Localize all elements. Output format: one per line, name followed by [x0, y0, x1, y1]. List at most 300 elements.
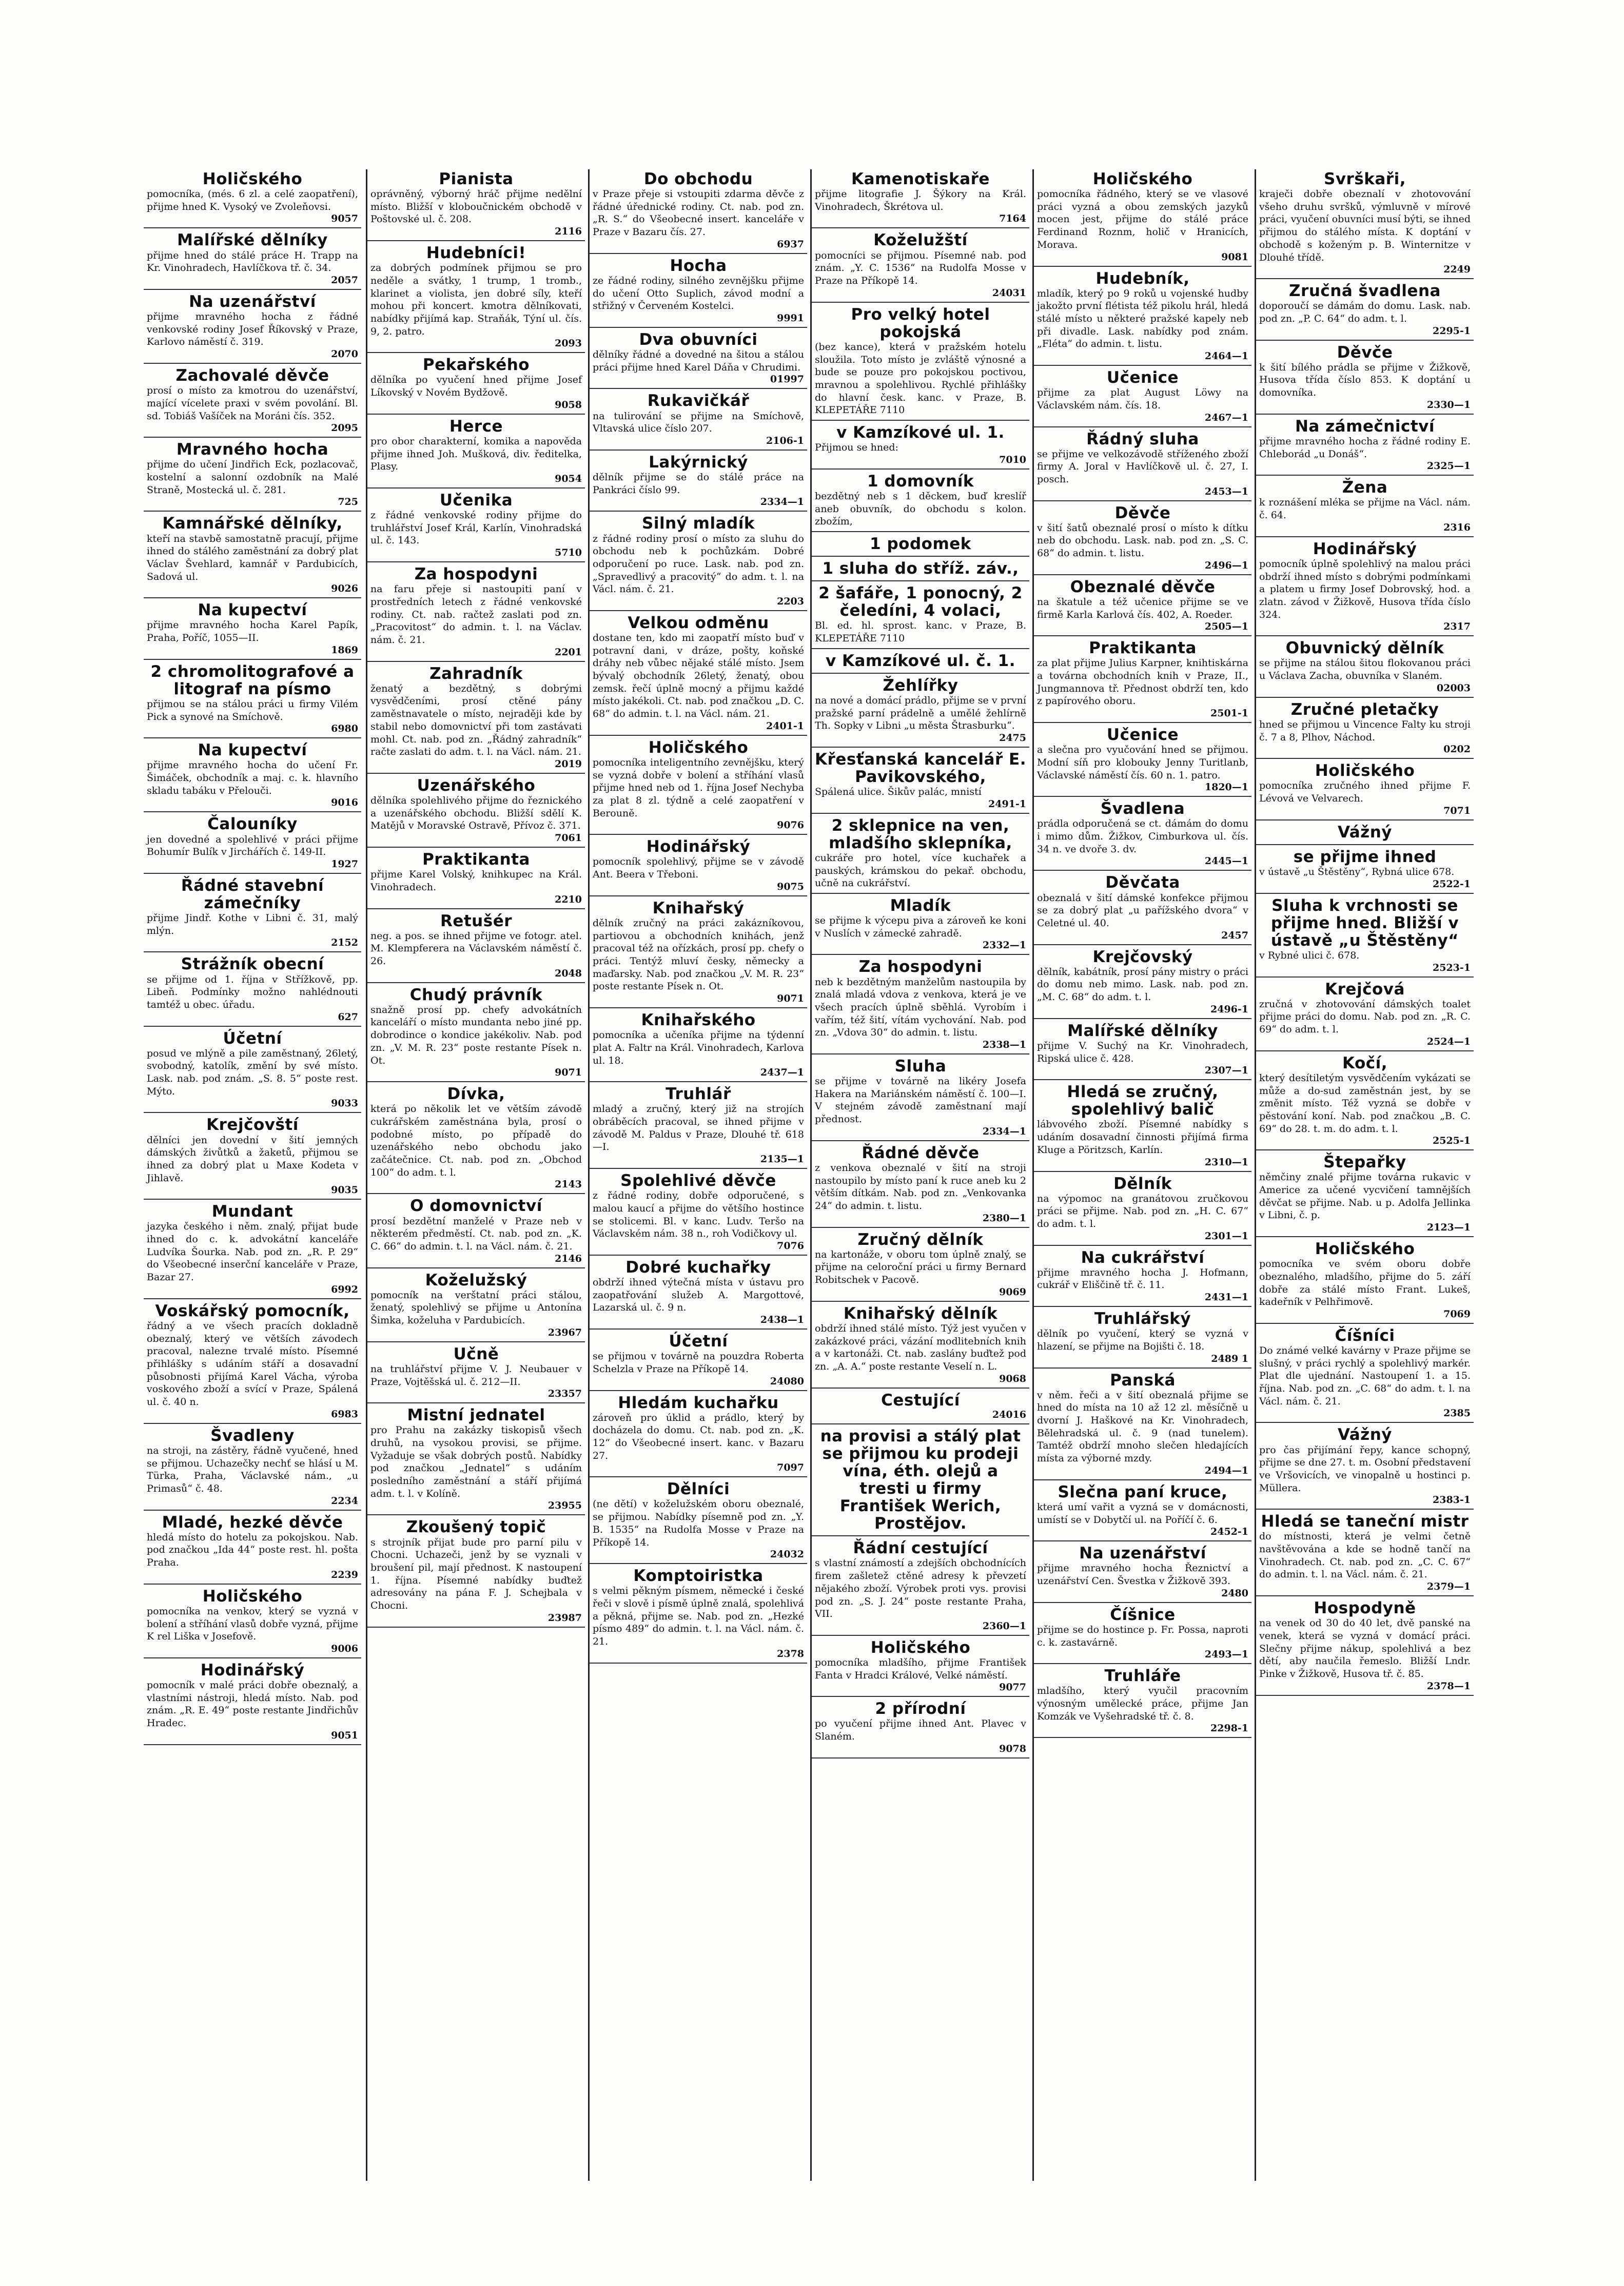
ad-heading: Kamenotiskaře: [851, 170, 990, 188]
ad-reference-code: 6980: [331, 723, 358, 735]
classified-ad: [144, 600, 361, 659]
ad-heading: Na uzenářství: [1079, 1544, 1206, 1563]
ad-heading: Na cukrářství: [1081, 1248, 1205, 1267]
classified-ad: [812, 305, 1029, 421]
ad-body: pomocníka ve svém oboru dobře obeznalého, mladšího, přijme do 5. září dobře za stálé místo Frant. Lukeš, kadeřník v Pelhřimově.: [1259, 1258, 1471, 1308]
ad-body: přijmou se na stálou práci u firmy Vilém Pick a synové na Smíchově.: [147, 698, 358, 722]
ad-heading: Zkoušený topič: [406, 1518, 546, 1537]
classified-ad: [1034, 1082, 1251, 1171]
ad-reference-code: 2338—1: [982, 1039, 1026, 1050]
ad-heading: Číšnice: [1110, 1605, 1176, 1624]
ad-reference-code: 2334—1: [760, 496, 804, 508]
classified-ad: [1034, 1666, 1251, 1738]
classified-ad: [1256, 823, 1474, 845]
ad-reference-code: 2057: [331, 274, 358, 286]
ad-body: se přijme v továrně na likéry Josefa Hakera na Mariánském náměstí č. 100—I. V stejném závodě zaměstnaní mají přednost.: [815, 1076, 1026, 1125]
ad-heading: Herce: [449, 417, 503, 436]
ad-reference-code: 9016: [331, 797, 358, 809]
ad-heading: Zachovalé děvče: [175, 366, 329, 385]
classified-ad: [812, 750, 1029, 814]
ad-reference-code: 2453—1: [1204, 485, 1248, 497]
ad-body: bezdětný neb s 1 děckem, buď kreslíř aneb obuvník, do obchodu s kolon. zbožím,: [815, 490, 1026, 527]
classified-ad: [812, 651, 1029, 674]
ad-body: (ne dětí) v koželužském oboru obeznalé, se přijmou. Nabídky písemně pod zn. „Y. B. 1535“ na Rudolfa Mosse v Praze na Příkopě 14.: [593, 1498, 804, 1548]
classified-ad: [144, 876, 361, 953]
ad-reference-code: 2438—1: [760, 1314, 804, 1326]
ad-body: mladý a zručný, který již na strojích obráběcích pracoval, se ihned přijme v závodě M. Paldus v Praze, Dlouhé tř. 618—I.: [593, 1103, 804, 1153]
column-5: [1032, 169, 1251, 2181]
classified-ad: [367, 911, 585, 983]
ad-reference-code: 9077: [999, 1682, 1026, 1693]
ad-reference-code: 5710: [555, 547, 582, 559]
classified-ad: [144, 1202, 361, 1299]
classified-ad: [812, 423, 1029, 470]
classified-ad: [367, 664, 585, 774]
ad-reference-code: 01997: [770, 374, 804, 385]
ad-heading: Účetní: [223, 1029, 282, 1048]
ad-heading: Děvče: [1114, 503, 1171, 522]
ad-body: se přijme od 1. října v Střížkově, pp. Libeň. Podmínky možno nahlédnouti tamtéž u obec. úřadu.: [147, 973, 358, 1010]
classified-ad: [1256, 847, 1474, 894]
ad-reference-code: 2249: [1443, 264, 1471, 276]
classified-ad: [1256, 980, 1474, 1051]
classified-ad: [1256, 417, 1474, 476]
ad-body: prosí o místo za kmotrou do uzenářství, mající vícelete praxi v svém povolání. Bl. sd. Tobiáš Vašíček na Moráni čís. 352.: [147, 385, 358, 422]
ad-reference-code: 9075: [777, 881, 804, 892]
ad-heading: Silný mladík: [642, 514, 755, 533]
classified-ad: [590, 1010, 807, 1082]
ad-body: lábvového zboží. Písemné nabídky s udáním dosavadní činnosti přijímá firma Kluge a Pöritzsch, Karlín.: [1037, 1119, 1248, 1156]
ad-reference-code: 1927: [331, 858, 358, 870]
ad-body: zároveň pro úklid a prádlo, který by docházela do domu. Ct. nab. pod zn. „K. 12“ do Všeobecné insert. kanc. v Bazaru 27.: [593, 1412, 804, 1461]
ad-body: přijme hned do stálé práce H. Trapp na Kr. Vinohradech, Havlíčkova tř. č. 34.: [147, 249, 358, 274]
ad-reference-code: 2494—1: [1204, 1464, 1248, 1476]
ad-body: dělníci jen dovední v šití jemných dámských živůtků a žaketů, přijmou se ihned za dobrý plat u Maxe Kodeta v Jihlavě.: [147, 1134, 358, 1184]
ad-body: za dobrých podmínek přijmou se pro neděle a svátky, 1 trump, 1 tromb., klarinet a violista, jen dobré síly, kteří mohou při koncert. kmotra dělníkovati, nabídky přijímá kap. Straňák, Týní ul. čís. 9, 2. patro.: [370, 262, 582, 337]
ad-heading: Účetní: [669, 1332, 728, 1351]
ad-body: dostane ten, kdo mi zaopatří místo buď v potravní dani, v dráze, pošty, koňské dráhy neb vůbec nějaké stálé místo. Jsem bývalý obchodník 26letý, ženatý, obou zemsk. řečí úplně mocný a přijmu každé místo jakékoli. Ct. nab. pod značkou „D. C. 68“ do admin. t. l. na Václ. nám. 21.: [593, 632, 804, 720]
ad-body: přijme se do hostince p. Fr. Possa, naproti c. k. zastavárně.: [1037, 1624, 1248, 1648]
ad-reference-code: 9026: [331, 583, 358, 595]
ad-reference-code: 7164: [999, 213, 1026, 225]
ad-body: k šití bílého prádla se přijme v Žižkově, Husova třída číslo 853. K doptání u domovníka.: [1259, 361, 1471, 399]
classified-ad: [1034, 429, 1251, 501]
ad-heading: Řádné děvče: [862, 1143, 980, 1162]
ad-body: obdrží ihned stálé místo. Týž jest vyučen v zakázkové práci, vázání modlitebních knih a v kartonáži. Ct. nab. zaslány buďtež pod zn. „A. A.“ poste restante Veselí n. L.: [815, 1322, 1026, 1372]
ad-reference-code: 2522-1: [1433, 878, 1471, 890]
classified-ad: [590, 330, 807, 389]
classified-ad: [812, 1427, 1029, 1537]
ad-body: kraječi dobře obeznalí v zhotovování všeho druhu svršků, výmluvně v mírové práci, vyučení obuvníci musí býti, se ihned přijmou do stálého místa. K doptání v obchodě s koženým p. B. Winternitze v Dlouhé třídě.: [1259, 188, 1471, 263]
ad-heading: Uzenářského: [417, 776, 536, 795]
ad-body: se přijme ve velkozávodě stříženého zboží firmy A. Joral v Havlíčkově ul. č. 27, I. posch.: [1037, 448, 1248, 485]
ad-heading: Dva obuvníci: [639, 330, 758, 349]
classified-ad: [812, 676, 1029, 748]
ad-body: v Praze přeje si vstoupiti zdarma děvče z řádné úřednické rodiny. Ct. nab. pod zn. „R. S.“ do Všeobecné insert. kanceláře v Praze v Bazaru čís. 27.: [593, 188, 804, 238]
ad-body: v něm. řeči a v šití obeznalá přijme se hned do místa na 10 až 12 zl. měsíčně u dvorní J. Haškové na Kr. Vinohradech, Bělehradská ul. č. 9 (nad tunelem). Tamtéž obdrží mnoho slečen hledajících místa za výborné mzdy.: [1037, 1389, 1248, 1464]
ad-body: pomocníka na venkov, který se vyzná v bolení a stříhání vlasů dobře vyzná, přijme K rel Liška v Josefově.: [147, 1605, 358, 1643]
ad-heading: Dobré kuchařky: [625, 1258, 771, 1277]
classified-ad: [1256, 1239, 1474, 1324]
ad-reference-code: 2445—1: [1204, 855, 1248, 867]
ad-heading: Na kupectví: [198, 601, 307, 620]
ad-body: neb k bezdětným manželům nastoupila by znalá mladá vdova z venkova, která je ve všech pracích úplně sběhlá. Vyrobím i vařím, též šití, vítám vychování. Nab. pod zn. „Vdova 30“ do admin. t. listu.: [815, 976, 1026, 1039]
ad-body: dělníky řádné a dovedné na šitou a stálou práci přijme hned Karel Dáňa v Chrudimi.: [593, 349, 804, 373]
ad-reference-code: 2505—1: [1204, 621, 1248, 633]
ad-heading: Učenice: [1106, 726, 1179, 745]
classified-ad: [367, 850, 585, 909]
ad-reference-code: 2116: [555, 226, 582, 238]
ad-reference-code: 9071: [555, 1067, 582, 1079]
ad-reference-code: 9068: [999, 1373, 1026, 1384]
ad-body: jen dovedné a spolehlivé v práci přijme Bohumír Bulík v Jirchářích č. 149-II.: [147, 833, 358, 858]
newspaper-classifieds-page: [144, 169, 1478, 2181]
ad-reference-code: 2524—1: [1426, 1035, 1471, 1047]
ad-reference-code: 1820—1: [1204, 781, 1248, 793]
ad-heading: Holičského: [648, 738, 749, 757]
classified-ad: [590, 1332, 807, 1391]
ad-reference-code: 2135—1: [760, 1154, 804, 1165]
ad-body: z řádné rodiny prosí o místo za sluhu do obchodu neb k pochůzkám. Dobré odporučení po ruce. Lask. nab. pod zn. „Spravedlivý a pracovitý“ do adm. t. l. na Václ. nám. č. 21.: [593, 533, 804, 595]
ad-reference-code: 2239: [331, 1569, 358, 1580]
classified-ad: [1034, 1248, 1251, 1307]
ad-body: s strojník přijat bude pro parní pilu v Chocni. Uchazeči, jenž by se vyznali v broušení pil, mají přednost. K nastoupení 1. října. Písemné nabídky buďtež adresovány na pána F. J. Schejbala v Chocni.: [370, 1536, 582, 1611]
ad-heading: Do obchodu: [643, 170, 753, 188]
ad-reference-code: 2307—1: [1204, 1065, 1248, 1077]
ad-body: pomocníka mladšího, přijme František Fanta v Hradci Králové, Velké náměstí.: [815, 1656, 1026, 1681]
ad-heading: Mistní jednatel: [407, 1406, 545, 1425]
ad-heading: Pekařského: [422, 356, 530, 375]
ad-body: s vlastní známostí a zdejších obchodnících firem zašletež ctěné adresy k převzetí nějakého zboží. Výrobek proti vys. provisi pod zn. „S. J. 24“ poste restante Praha, VII.: [815, 1557, 1026, 1620]
ad-reference-code: 2480: [1221, 1587, 1248, 1599]
classified-ad: [1256, 896, 1474, 978]
ad-body: pomocník spolehlivý, přijme se v závodě Ant. Beera v Třeboni.: [593, 856, 804, 881]
classified-ad: [1034, 577, 1251, 636]
ad-body: na výpomoc na granátovou zručkovou práci se přijme. Nab. pod zn. „H. C. 67“ do adm. t. l.: [1037, 1193, 1248, 1229]
ad-body: v ústavě „u Štěstěny“, Rybná ulice 678.: [1259, 866, 1455, 877]
ad-heading: Spolehlivé děvče: [620, 1171, 776, 1190]
classified-ad: [144, 366, 361, 438]
ad-reference-code: 2493—1: [1204, 1649, 1248, 1660]
ad-heading: Švadleny: [210, 1426, 295, 1445]
classified-ad: [144, 230, 361, 289]
ad-heading: Hledá se taneční mistr: [1261, 1512, 1469, 1531]
ad-body: z řádné venkovské rodiny přijme do truhlářství Josef Král, Karlín, Vinohradská ul. č. 143.: [370, 510, 582, 546]
ad-heading: Truhlář: [666, 1085, 731, 1104]
ad-body: pomocníka, (més. 6 zl. a celé zaopatření), přijme hned K. Vysoký ve Zvoleňovsi.: [147, 188, 358, 212]
ad-heading: Hledám kuchařku: [618, 1393, 779, 1412]
ad-reference-code: 9991: [777, 312, 804, 324]
ad-reference-code: 2048: [555, 967, 582, 979]
ad-body: přijme Jindř. Kothe v Libni č. 31, malý mlýn.: [147, 912, 358, 936]
ad-reference-code: 2475: [999, 732, 1026, 744]
ad-reference-code: 7076: [777, 1240, 804, 1252]
ad-body: pomocník v malé práci dobře obeznalý, a vlastními nástroji, hledá místo. Nab. pod znám. „R. E. 49“ poste restante Jindřichův Hradec.: [147, 1679, 358, 1729]
ad-heading: Holičského: [1315, 761, 1415, 780]
ad-reference-code: 2298-1: [1210, 1723, 1248, 1734]
classified-ad: [367, 1084, 585, 1194]
ad-body: prádla odporučená se ct. dámám do domu i mimo dům. Žižkov, Cimburkova ul. čís. 34 n. ve dvoře 3. dv.: [1037, 818, 1248, 855]
ad-heading: Zahradník: [429, 664, 523, 683]
ad-body: a slečna pro vyučování hned se přijmou. Modní síň pro klobouky Jenny Turitlanb, Václavské náměstí čís. 60 n. 1. patro.: [1037, 744, 1248, 781]
ad-body: prosí bezdětní manželé v Praze neb v některém předměstí. Ct. nab. pod zn. „K. C. 66“ do admin. t. l. na Václ. nám. č. 21.: [370, 1215, 582, 1252]
ad-heading: Knihařského: [641, 1011, 756, 1030]
ad-body: dělníka po vyučení hned přijme Josef Líkovský v Novém Bydžově.: [370, 374, 582, 399]
ad-heading: Sluha: [894, 1057, 947, 1076]
ad-body: Do známé velké kavárny v Praze přijme se slušný, v práci rychlý a spolehlivý markér. Plat dle ujednání. Nastoupení 1. a 15. října. Nab. pod zn. „C. 68“ do adm. t. l. na Václ. nám. č. 21.: [1259, 1345, 1471, 1407]
ad-body: přijme mravného hocha do učení Fr. Šimáček, obchodník a maj. c. k. hlavního skladu tabáku v Přelouči.: [147, 759, 358, 796]
ad-heading: Učenika: [439, 491, 513, 510]
ad-reference-code: 9071: [777, 993, 804, 1005]
ad-heading: Chudý právník: [409, 985, 543, 1004]
ad-reference-code: 23955: [547, 1500, 582, 1512]
classified-ad: [1256, 1152, 1474, 1237]
ad-heading: 2 šafáře, 1 ponocný, 2 čeledíni, 4 volaci,: [818, 584, 1023, 620]
ad-body: obdrží ihned výtečná místa v ústavu pro zaopatřování služeb A. Margottové, Lazarská ul. č. 9 n.: [593, 1277, 804, 1314]
ad-heading: Učně: [453, 1344, 499, 1363]
ad-reference-code: 2431—1: [1204, 1292, 1248, 1303]
ad-body: na tulirování se přijme na Smíchově, Vltavská ulice číslo 207.: [593, 410, 804, 435]
classified-ad: [812, 230, 1029, 302]
ad-heading: Hudebníci!: [426, 244, 526, 263]
ad-reference-code: 1869: [331, 644, 358, 656]
ad-body: ze řádné rodiny, silného zevnějšku přijme do učení Otto Suplich, závod modní a střižný v Červeném Kostelci.: [593, 275, 804, 312]
classified-ad: [590, 1479, 807, 1564]
classified-ad: [1256, 478, 1474, 537]
classified-ad: [1034, 725, 1251, 797]
classified-ad: [1034, 503, 1251, 575]
ad-body: kteří na stavbě samostatně pracují, přijme ihned do stálého zaměstnání za dobrý plat Václav Švehlard, kamnář v Pardubicích, Sadová ul.: [147, 533, 358, 582]
ad-heading: 1 sluha do stříž. záv.,: [822, 559, 1019, 578]
classified-ad: [590, 1171, 807, 1256]
ad-body: který desítiletým vysvědčením vykázati se může a do-sud zaměstnán jest, by se změnit místo. Též vyzná se dobře v pěstování koní. Nab. pod značkou „B. C. 69“ do 28. t. m. do adm. t. l.: [1259, 1072, 1471, 1135]
ad-reference-code: 9081: [1221, 251, 1248, 263]
ad-heading: Řádné stavební zámečníky: [181, 876, 324, 912]
ad-heading: Krejčovský: [1092, 947, 1193, 966]
classified-ad: [1034, 169, 1251, 267]
classified-ad: [367, 491, 585, 562]
classified-ad: [812, 1057, 1029, 1141]
ad-reference-code: 9058: [555, 399, 582, 411]
ad-body: dělníka spolehlivého přijme do řeznického a uzenářského obchodu. Bližší sdělí K. Matějů v Moravské Ostravě, Přívoz č. 371.: [370, 795, 582, 832]
classified-ad: [144, 954, 361, 1026]
ad-reference-code: 2437—1: [760, 1067, 804, 1079]
ad-reference-code: 9006: [331, 1643, 358, 1654]
ad-body: pro čas přijímání řepy, kance schopný, přijme se dne 27. t. m. Osobní představení ve Vršovicích, ve vinopalně u hostinci p. Müllera.: [1259, 1444, 1471, 1494]
ad-body: oprávněný, výborný hráč přijme nedělní místo. Bližší v kloboučnickém obchodě v Poštovské ul. č. 208.: [370, 188, 582, 225]
classified-ad: [144, 514, 361, 598]
ad-heading: Voskářský pomocník,: [155, 1301, 350, 1320]
classified-ad: [1256, 700, 1474, 759]
ad-reference-code: 02003: [1436, 682, 1471, 694]
ad-reference-code: 2401-1: [766, 720, 804, 732]
classified-ad: [367, 1517, 585, 1627]
ad-heading: Retušér: [440, 911, 513, 930]
ad-body: k roznášení mléka se přijme na Václ. nám. č. 64.: [1259, 497, 1471, 521]
ad-reference-code: 2301—1: [1204, 1230, 1248, 1242]
classified-ad: [144, 1115, 361, 1200]
classified-ad: [144, 292, 361, 364]
ad-reference-code: 2360—1: [982, 1620, 1026, 1632]
ad-reference-code: 2525-1: [1433, 1135, 1471, 1147]
classified-ad: [812, 169, 1029, 228]
classified-ad: [367, 1196, 585, 1268]
ad-body: pomocník na verštatní práci stálou, ženatý, spolehlivý se přijme u Antonína Šimka, koželuha v Pardubicích.: [370, 1289, 582, 1326]
classified-ad: [1256, 638, 1474, 697]
ad-body: (bez kance), která v pražském hotelu sloužila. Toto místo je zvláště výnosné a bude se pouze pro pokojskou poctivou, mravnou a spolehlivou. Rychlé přihlášky do hlavní česk. kanc. v Praze, B. KLEPETÁŘE 7110: [815, 341, 1026, 416]
ad-reference-code: 2489 1: [1211, 1353, 1248, 1364]
ad-body: dělník zručný na práci zakázníkovou, partiovou a obchodních knihách, jenž pracoval též na ořízkách, prosí pp. chefy o práci. Tentýž mluví česky, německy a maďarsky. Nab. pod značkou „V. M. R. 23“ poste restante Písek n. Ot.: [593, 917, 804, 992]
classified-ad: [1256, 169, 1474, 279]
ad-heading: Cestující: [881, 1391, 960, 1410]
ad-heading: Vážný: [1337, 1425, 1393, 1444]
ad-heading: Učenice: [1106, 368, 1179, 387]
ad-heading: Mravného hocha: [176, 440, 329, 459]
ad-heading: Strážník obecní: [181, 955, 324, 974]
ad-body: zručná v zhotovování dámských toalet přijme práci do domu. Nab. pod zn. „R. C. 69“ do adm. t. l.: [1259, 998, 1471, 1035]
ad-heading: Mundant: [211, 1202, 294, 1221]
ad-reference-code: 2332—1: [982, 940, 1026, 951]
column-1: [144, 169, 361, 2181]
ad-heading: Řádní cestující: [853, 1539, 988, 1558]
ad-reference-code: 9076: [777, 819, 804, 831]
classified-ad: [1256, 1053, 1474, 1151]
ad-body: v Rybné ulici č. 678.: [1259, 949, 1360, 961]
ad-body: přijme za plat August Löwy na Václavském nám. čís. 18.: [1037, 387, 1248, 411]
ad-heading: Za hospodyni: [414, 565, 538, 584]
ad-body: přijme mravného hocha Řeznictví a uzenářství Cen. Švestka v Žižkově 393.: [1037, 1562, 1248, 1587]
classified-ad: [812, 957, 1029, 1054]
classified-ad: [144, 1513, 361, 1585]
ad-heading: Rukavičkář: [647, 392, 750, 411]
ad-reference-code: 7097: [777, 1462, 804, 1474]
ad-heading: Křesťanská kancelář E. Pavikovského,: [815, 750, 1026, 786]
classified-ad: [1034, 1371, 1251, 1480]
ad-body: která umí vařit a vyzná se v domácnosti, umístí se v Dobytčí ul. na Poříčí č. 6.: [1037, 1501, 1248, 1526]
classified-ad: [812, 1699, 1029, 1758]
ad-heading: Hodinářský: [200, 1660, 305, 1679]
ad-heading: Obeznalé děvče: [1070, 577, 1216, 596]
ad-body: dělník přijme se do stálé práce na Pankráci číslo 99.: [593, 472, 804, 496]
ad-reference-code: 2201: [555, 646, 582, 658]
ad-body: se přijme k výcepu piva a zároveň ke koni v Nuslích v zámecké zahradě.: [815, 915, 1026, 939]
classified-ad: [144, 740, 361, 812]
ad-reference-code: 2143: [555, 1179, 582, 1190]
ad-body: přijme mravného hocha J. Hofmann, cukrář v Eliščině tř. č. 11.: [1037, 1266, 1248, 1291]
classified-ad: [590, 169, 807, 254]
ad-body: přijme mravného hocha z řádné venkovské rodiny Josef Říkovský v Praze, Karlovo náměstí č. 319.: [147, 311, 358, 348]
ad-heading: Panská: [1110, 1371, 1176, 1390]
classified-ad: [590, 738, 807, 835]
ad-reference-code: 9035: [331, 1184, 358, 1196]
ad-body: se přijme na stálou šitou flokovanou práci u Václava Zacha, obuvníka v Slaném.: [1259, 657, 1471, 682]
classified-ad: [1034, 638, 1251, 723]
classified-ad: [812, 1143, 1029, 1228]
classified-ad: [590, 256, 807, 328]
ad-heading: Na kupectví: [198, 741, 307, 760]
ad-heading: Řádný sluha: [1086, 429, 1199, 448]
classified-ad: [812, 472, 1029, 532]
ad-body: na stroji, na zástěry, řádně vyučené, hned se přijmou. Uchazečky nechť se hlásí u M. Türka, Praha, Václavské nám., „u Primasů“ č. 48.: [147, 1444, 358, 1494]
ad-heading: Velkou odměnu: [628, 613, 769, 632]
classified-ad: [812, 1638, 1029, 1697]
ad-heading: Krejčovští: [206, 1116, 299, 1135]
classified-ad: [590, 453, 807, 512]
ad-heading: Pianista: [439, 170, 514, 188]
ad-body: doporoučí se dámám do domu. Lask. nab. pod zn. „P. C. 64“ do adm. t. l.: [1259, 300, 1471, 324]
ad-reference-code: 2210: [555, 893, 582, 905]
ad-reference-code: 24016: [992, 1409, 1026, 1420]
ad-heading: Sluha k vrchnosti se přijme hned. Bližší v ústavě „u Štěstěny“: [1270, 896, 1459, 950]
ad-body: přijme do učení Jindřich Eck, pozlacovač, kostelní a salonní ozdobník na Malé Straně, Mostecká ul. č. 281.: [147, 459, 358, 496]
classified-ad: [367, 985, 585, 1083]
ad-reference-code: 6937: [777, 238, 804, 250]
ad-body: po vyučení přijme ihned Ant. Plavec v Slaném.: [815, 1718, 1026, 1743]
ad-heading: O domovnictví: [410, 1197, 542, 1216]
ad-reference-code: 23357: [547, 1388, 582, 1400]
ad-heading: Čalouníky: [207, 815, 298, 834]
ad-heading: Za hospodyni: [858, 958, 983, 976]
column-4: [810, 169, 1029, 2181]
classified-ad: [144, 814, 361, 873]
ad-reference-code: 725: [338, 496, 358, 508]
classified-ad: [812, 896, 1029, 955]
ad-body: pomocníka řádného, který se ve vlasové práci vyzná a obou zemských jazyků mocen jest, přijme do stálé práce Ferdinand Roznm, holič v Hranicích, Morava.: [1037, 188, 1248, 250]
ad-reference-code: 2491-1: [988, 798, 1026, 810]
ad-body: pomocník úplně spolehlivý na malou práci obdrží ihned místo s dobrými podmínkami a platem u firmy Josef Dobrovský, hod. a zlatn. závod v Žižkově, Husova třída číslo 324.: [1259, 558, 1471, 620]
ad-body: snažně prosí pp. chefy advokátních kanceláří o místo mundanta nebo jiné pp. dobrodince o kondice jakékoliv. Nab. pod zn. „V. M. R. 23“ poste restante Písek n. Ot.: [370, 1004, 582, 1066]
classified-ad: [1034, 269, 1251, 366]
ad-heading: Svrškaři,: [1324, 170, 1406, 188]
ad-reference-code: 2334—1: [982, 1125, 1026, 1137]
ad-reference-code: 2146: [555, 1253, 582, 1264]
ad-body: pomocníci se přijmou. Písemné nab. pod znám. „Y. C. 1536“ na Rudolfa Mosse v Praze na Příkopě 14.: [815, 249, 1026, 286]
ad-heading: Hocha: [670, 256, 727, 275]
ad-body: přijme V. Suchý na Kr. Vinohradech, Ripská ulice č. 428.: [1037, 1040, 1248, 1064]
ad-heading: Malířské dělníky: [1067, 1021, 1218, 1040]
ad-heading: Mladík: [890, 896, 951, 915]
ad-body: posud ve mlýně a pile zaměstnaný, 26letý, svobodný, katolík, změní by své místo. Lask. nab. pod znám. „S. 8. 5“ poste rest. Mýto.: [147, 1047, 358, 1097]
classified-ad: [1256, 281, 1474, 340]
ad-body: řádný a ve všech pracích dokladně obeznalý, který ve větších závodech pracoval, nalezne trvalé místo. Písemné přihlášky s udáním stáří a dosavadní působnosti přijímá Karel Vácha, výroba voskového zboží a svící v Praze, Spálená ul. č. 40 n.: [147, 1320, 358, 1408]
ad-reference-code: 2464—1: [1204, 350, 1248, 362]
ad-heading: Hodinářský: [1313, 539, 1417, 558]
ad-heading: Praktikanta: [1089, 639, 1197, 658]
ad-reference-code: 2452-1: [1210, 1526, 1248, 1538]
classified-ad: [1034, 1482, 1251, 1541]
ad-heading: Koželužští: [873, 231, 968, 250]
ad-body: do místnosti, která je velmi četně navštěvována a kde se hodně tančí na Vinohradech. Ct. nab. pod zn. „C. C. 67“ do admin. t. l. na Václ. nám. č. 21.: [1259, 1531, 1471, 1580]
ad-reference-code: 0202: [1443, 744, 1471, 755]
classified-ad: [144, 1301, 361, 1424]
classified-ad: [812, 1538, 1029, 1636]
ad-body: pomocníka a učeníka přijme na týdenní plat A. Faltr na Král. Vinohradech, Karlova ul. 18.: [593, 1029, 804, 1066]
ad-body: pomocníka inteligentního zevnějšku, který se vyzná dobře v bolení a stříhání vlasů přijme hned neb od 1. října Josef Nechyba za plat 8 zl. týdně a celé zaopatření v Berouně.: [593, 756, 804, 819]
classified-ad: [367, 243, 585, 353]
ad-body: na truhlářství přijme V. J. Neubauer v Praze, Vojtěšská ul. č. 212—II.: [370, 1363, 582, 1388]
ad-heading: Hodinářský: [646, 837, 751, 856]
ad-body: s velmi pěkným písmem, německé i české řeči v slově i písmě úplně znalá, spolehlivá a pěkná, přijme se. Nab. pod zn. „Hezké písmo 489“ do admin. t. l. na Václ. nám. č. 21.: [593, 1585, 804, 1648]
ad-reference-code: 2379—1: [1426, 1581, 1471, 1593]
ad-reference-code: 7061: [555, 832, 582, 844]
ad-body: jazyka českého i něm. znalý, přijat bude ihned do c. k. advokátní kanceláře Ludvíka Šourka. Nab. pod zn. „R. P. 29“ do Všeobecné inserční kanceláře v Praze, Bazar 27.: [147, 1221, 358, 1283]
ad-heading: Zručný dělník: [857, 1230, 984, 1249]
classified-ad: [1034, 1605, 1251, 1664]
classified-ad: [1256, 1425, 1474, 1510]
ad-reference-code: 2317: [1443, 621, 1471, 633]
column-3: [588, 169, 807, 2181]
classified-ad: [144, 440, 361, 512]
